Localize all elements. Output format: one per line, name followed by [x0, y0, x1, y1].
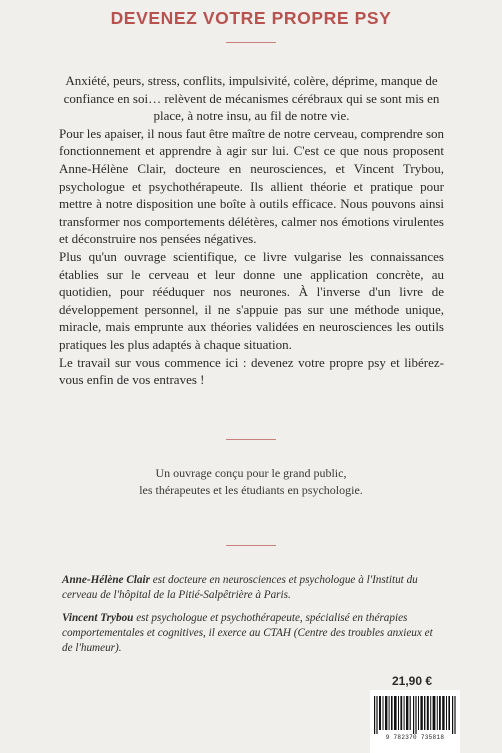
author-bio-1: [62, 573, 442, 603]
blurb-paragraph-2: Pour les apaiser, il nous faut être maître de notre cerveau, comprendre son fonctionnement et apprendre à agir sur lui. C'est ce que nous proposent Anne-Hélène Clair, docteure en neurosciences, et Vincent Trybou, psychologue et psychothérapeute. Ils allient théorie et pratique pour mettre à notre disposition une boîte à outils efficace. Nous pouvons ainsi transformer nos comportements délétères, calmer nos émotions virulentes et déconstruire nos pensées négatives.: [59, 125, 444, 247]
title-divider: [226, 42, 276, 43]
tagline-divider: [226, 545, 276, 546]
blurb-paragraph-4: Le travail sur vous commence ici : devenez votre propre psy et libérez-vous enfin de vos entraves !: [59, 354, 444, 388]
blurb-paragraph-1: Anxiété, peurs, stress, conflits, impulsivité, colère, déprime, manque de confiance en soi… relèvent de mécanismes cérébraux qui se sont mis en place, à notre insu, au fil de notre vie.: [63, 73, 440, 124]
price-label: 21,90 €: [392, 674, 433, 688]
author-name-1: Anne-Hélène Clair: [62, 574, 150, 586]
audience-tagline: [0, 465, 502, 499]
author-bio-2: [62, 611, 442, 656]
author-bios: [62, 573, 442, 664]
book-title: DEVENEZ VOTRE PROPRE PSY: [110, 8, 392, 28]
author-bio-text-2: est psychologue et psychothérapeute, spécialisé en thérapies comportementales et cognitives, il exerce au CTAH (Centre des troubles anxieux et de l'humeur).: [62, 612, 433, 654]
blurb-divider: [226, 439, 276, 440]
author-name-2: Vincent Trybou: [62, 612, 134, 624]
blurb-paragraph-3: Plus qu'un ouvrage scientifique, ce livre vulgarise les connaissances établies sur le cerveau et leur donne une application concrète, au quotidien, pour rééduquer nos neurones. À l'inverse d'un livre de développement personnel, il ne s'appuie pas sur une méthode unique, miracle, mais emprunte aux théories validées en neurosciences les outils pratiques les plus adaptés à chaque situation.: [59, 248, 444, 352]
isbn-number: 9 782370 735818: [385, 734, 445, 741]
author-bio-text-1: est docteure en neurosciences et psychologue à l'Institut du cerveau de l'hôpital de la Pitié-Salpêtrière à Paris.: [62, 574, 418, 601]
tagline-line-2: les thérapeutes et les étudiants en psychologie.: [139, 483, 363, 497]
tagline-line-1: Un ouvrage conçu pour le grand public,: [155, 466, 347, 480]
barcode-icon: [374, 696, 456, 734]
isbn-barcode: [370, 690, 460, 753]
back-cover-blurb: [59, 72, 444, 389]
